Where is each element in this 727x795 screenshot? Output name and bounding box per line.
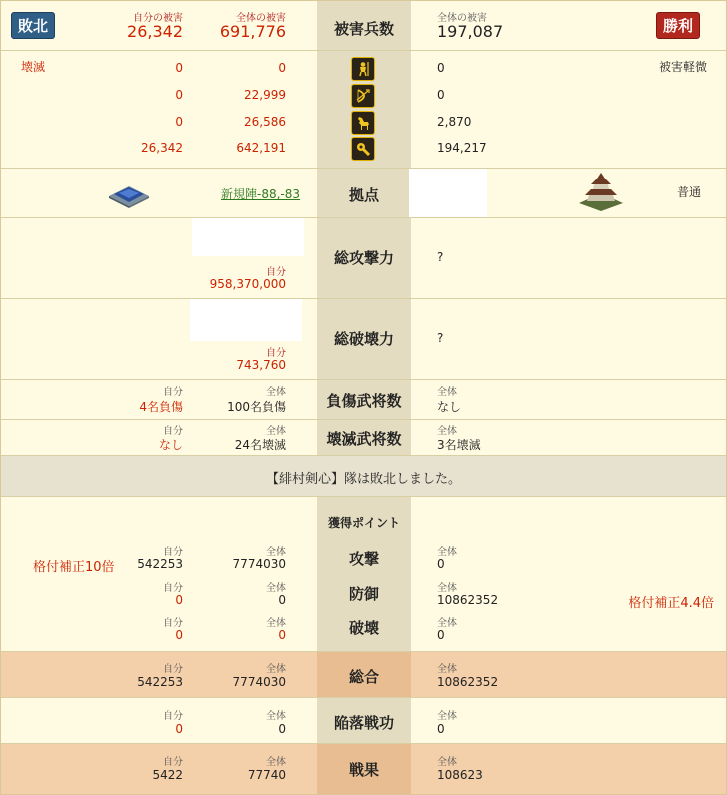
injured-all-label: 全体 [266, 387, 286, 398]
left-rank-bonus: 格付補正10倍 [33, 560, 115, 575]
points-row-3-all: 0 [278, 628, 286, 642]
points-row-2-right: 10862352 [437, 593, 499, 607]
total-all-value: 7774030 [232, 675, 286, 689]
unit-row-2-all: 22,999 [244, 88, 286, 102]
unit-row-4-right: 194,217 [437, 141, 487, 155]
all-damage-label: 全体の被害 [236, 13, 286, 24]
fall-all-label: 全体 [266, 711, 286, 722]
points-row-2-title: 防御 [348, 585, 379, 603]
fall-self-value: 0 [175, 722, 183, 736]
attack-title: 総攻撃力 [333, 249, 394, 267]
points-row-3-right-label: 全体 [437, 618, 457, 629]
all-damage-value: 691,776 [219, 22, 286, 41]
injured-self-label: 自分 [163, 387, 183, 398]
attack-self-label: 自分 [266, 267, 286, 278]
points-title: 獲得ポイント [327, 516, 400, 530]
horse-icon [351, 111, 375, 135]
header-row [1, 1, 726, 51]
destroy-title: 総破壊力 [333, 330, 394, 348]
attack-self-value: 958,370,000 [209, 277, 286, 291]
points-row-2-self-label: 自分 [163, 583, 183, 594]
base-right-label: 普通 [676, 185, 701, 199]
base-title: 拠点 [348, 186, 379, 204]
points-row-3-self: 0 [175, 628, 183, 642]
destroy-self-label: 自分 [266, 348, 286, 359]
result-all-label: 全体 [266, 757, 286, 768]
total-self-label: 自分 [163, 664, 183, 675]
points-row-1-self-label: 自分 [163, 547, 183, 558]
base-location-link[interactable]: 新規陣-88,-83 [221, 187, 301, 201]
bow-icon [351, 84, 375, 108]
result-title: 戦果 [348, 761, 379, 779]
units-row [1, 51, 726, 169]
destroy-row [1, 299, 726, 380]
damage-title: 被害兵数 [333, 20, 394, 38]
fall-all-value: 0 [278, 722, 286, 736]
annihilated-row [1, 420, 726, 456]
victory-badge: 勝利 [656, 12, 700, 39]
injured-right-label: 全体 [437, 387, 457, 398]
total-title: 総合 [348, 668, 379, 686]
annihilated-all-label: 全体 [266, 426, 286, 437]
unit-row-4-all: 642,191 [236, 141, 286, 155]
injured-row [1, 380, 726, 420]
base-row [1, 169, 726, 218]
unit-row-3-right: 2,870 [437, 115, 472, 129]
total-self-value: 542253 [137, 675, 183, 689]
points-row-3-right: 0 [437, 628, 445, 642]
result-self-value: 5422 [152, 768, 183, 782]
message-row [1, 456, 726, 497]
total-all-label: 全体 [266, 664, 286, 675]
result-right-value: 108623 [437, 768, 483, 782]
annihilated-self-label: 自分 [163, 426, 183, 437]
points-row-3-title: 破壊 [348, 619, 379, 637]
annihilated-title: 壊滅武将数 [326, 430, 402, 448]
right-rank-bonus: 格付補正4.4倍 [628, 596, 714, 611]
unit-row-1-all: 0 [278, 61, 286, 75]
destroy-image-placeholder [190, 299, 302, 341]
injured-right-value: なし [437, 400, 462, 414]
unit-row-2-right: 0 [437, 88, 445, 102]
unit-row-3-all: 26,586 [244, 115, 286, 129]
points-row-2-right-label: 全体 [437, 583, 457, 594]
self-damage-value: 26,342 [127, 22, 183, 41]
points-row-2-all-label: 全体 [266, 583, 286, 594]
points-row-2-self: 0 [175, 593, 183, 607]
total-row [1, 652, 726, 698]
right-status: 被害軽微 [658, 60, 707, 74]
points-row-1-title: 攻撃 [348, 550, 379, 568]
fall-merit-row [1, 698, 726, 744]
points-row [1, 497, 726, 652]
destroy-self-value: 743,760 [236, 358, 286, 372]
attack-image-placeholder [192, 218, 304, 256]
attack-row [1, 218, 726, 299]
points-row-1-self: 542253 [137, 557, 183, 571]
fall-title: 陥落戦功 [333, 714, 394, 732]
right-all-damage-label: 全体の被害 [437, 13, 487, 24]
points-row-1-right-label: 全体 [437, 547, 457, 558]
result-all-value: 77740 [247, 768, 286, 782]
unit-row-3-self: 0 [175, 115, 183, 129]
total-right-label: 全体 [437, 664, 457, 675]
unit-row-1-self: 0 [175, 61, 183, 75]
injured-title: 負傷武将数 [326, 392, 402, 410]
base-image-placeholder [409, 169, 487, 217]
points-row-1-all-label: 全体 [266, 547, 286, 558]
points-row-1-right: 0 [437, 557, 445, 571]
injured-all-value: 100名負傷 [227, 400, 286, 414]
points-row-2-all: 0 [278, 593, 286, 607]
unit-row-1-right: 0 [437, 61, 445, 75]
attack-right-value: ? [437, 250, 444, 264]
spear-soldier-icon [351, 57, 375, 81]
annihilated-right-value: 3名壊滅 [437, 438, 481, 452]
siege-weapon-icon [351, 137, 375, 161]
battle-message: 【緋村剣心】隊は敗北しました。 [265, 472, 461, 487]
self-damage-label: 自分の被害 [133, 13, 183, 24]
unit-row-4-self: 26,342 [141, 141, 183, 155]
points-row-1-all: 7774030 [232, 557, 286, 571]
total-right-value: 10862352 [437, 675, 499, 689]
annihilated-right-label: 全体 [437, 426, 457, 437]
right-all-damage-value: 197,087 [437, 22, 504, 41]
injured-self-value: 4名負傷 [139, 400, 183, 414]
camp-building-icon [107, 182, 151, 212]
fall-right-value: 0 [437, 722, 445, 736]
annihilated-all-value: 24名壊滅 [234, 438, 286, 452]
result-self-label: 自分 [163, 757, 183, 768]
unit-row-2-self: 0 [175, 88, 183, 102]
left-status: 壊滅 [21, 60, 46, 74]
result-right-label: 全体 [437, 757, 457, 768]
fall-self-label: 自分 [163, 711, 183, 722]
points-row-3-self-label: 自分 [163, 618, 183, 629]
defeat-badge: 敗北 [11, 12, 55, 39]
points-row-3-all-label: 全体 [266, 618, 286, 629]
battle-result-row [1, 744, 726, 794]
destroy-right-value: ? [437, 331, 444, 345]
fall-right-label: 全体 [437, 711, 457, 722]
annihilated-self-value: なし [158, 438, 183, 452]
